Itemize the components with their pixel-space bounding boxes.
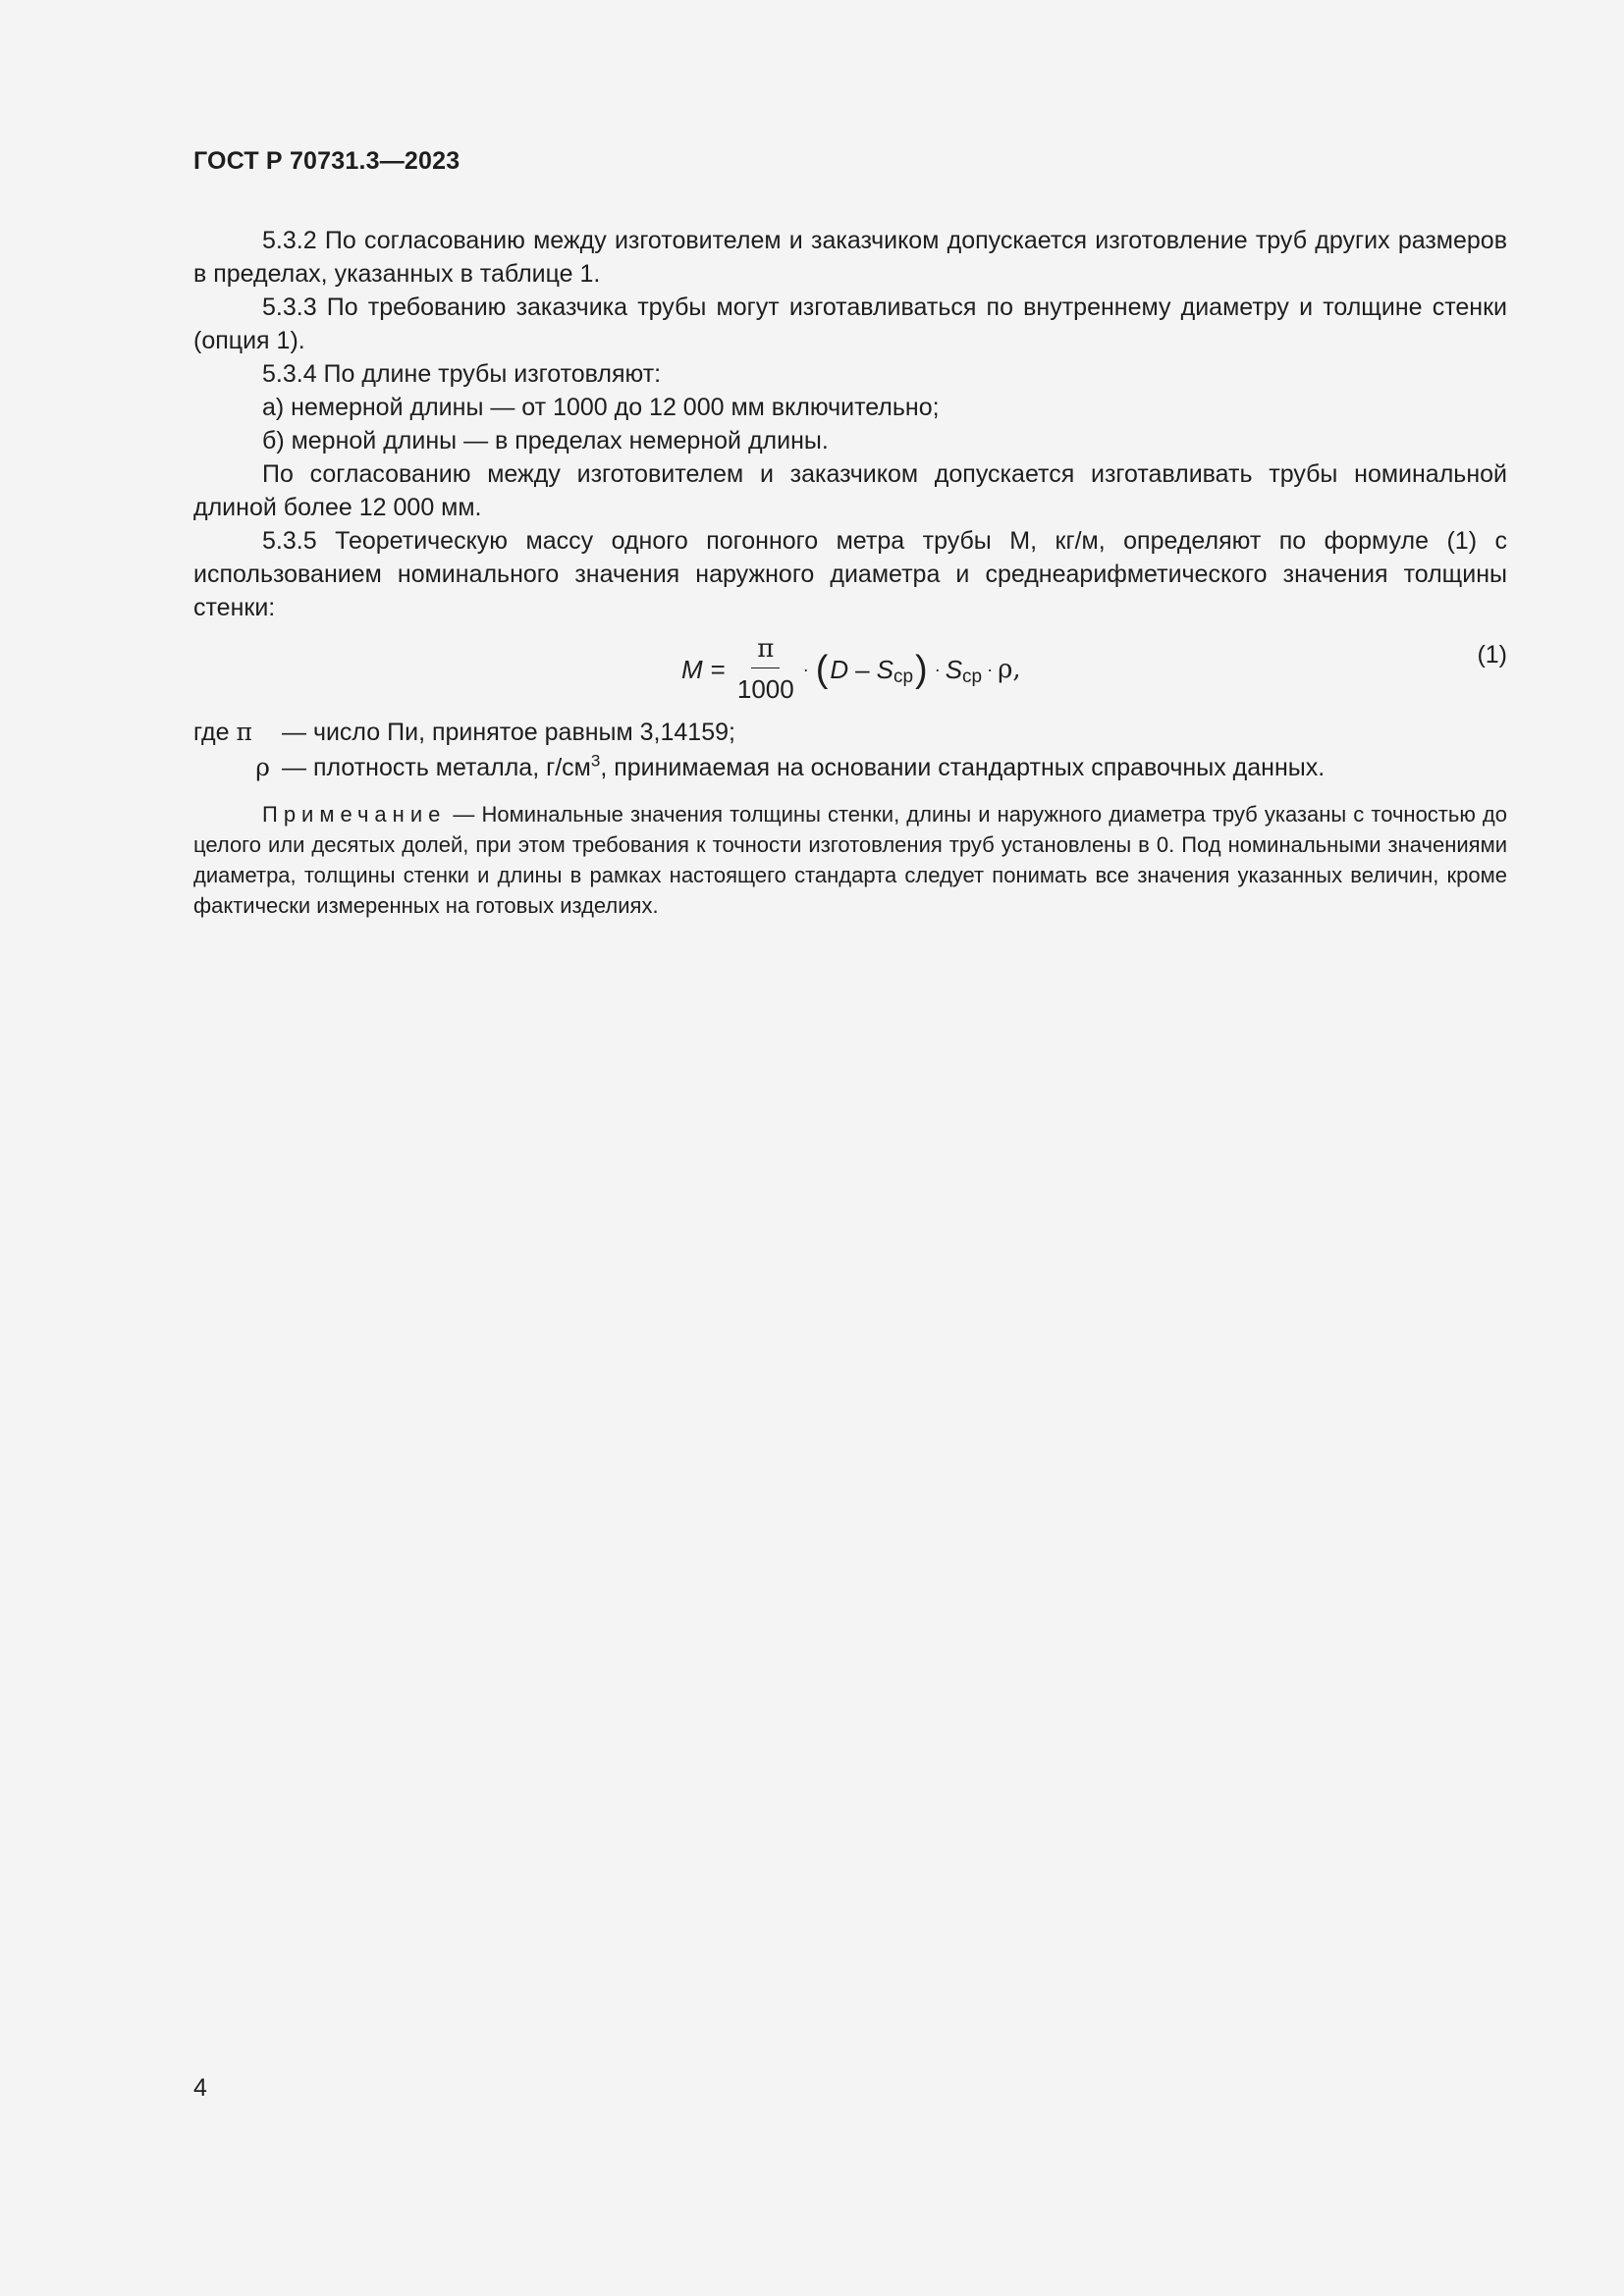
note-label: Примечание: [262, 802, 447, 827]
formula-dot: ·: [934, 659, 941, 679]
formula-dot: ·: [987, 659, 994, 679]
where-block: [193, 715, 1507, 785]
formula-rho: ρ,: [998, 654, 1021, 684]
paragraph-5-3-3: 5.3.3 По требованию заказчика трубы могут изготавливаться по внутреннему диаметру и толщине стенки (опция 1).: [193, 294, 1507, 354]
formula-minus: –: [855, 654, 870, 684]
list-item-a: а) немерной длины — от 1000 до 12 000 мм включительно;: [262, 394, 940, 421]
where-lead: где: [193, 719, 230, 746]
formula-equals: =: [710, 654, 726, 684]
formula-s-sub: ср: [893, 666, 914, 687]
formula-dot: ·: [802, 659, 809, 679]
where-desc-rho: — плотность металла, $г/см^3$, принимаемая на основании стандартных справочных данных.: [282, 751, 1326, 781]
paragraph-5-3-2: 5.3.2 По согласованию между изготовителем и заказчиком допускается изготовление труб других размеров в пределах, указанных в таблице 1.: [193, 227, 1507, 288]
where-row-pi: [193, 715, 1507, 750]
formula-close-paren: ): [915, 648, 928, 690]
formula-d: D: [830, 654, 849, 684]
formula-fraction: [737, 632, 794, 706]
list-item-b: б) мерной длины — в пределах немерной длины.: [262, 427, 829, 454]
note-paragraph: [193, 799, 1507, 921]
formula-numerator: π: [751, 632, 780, 668]
where-symbol-pi: где π: [193, 718, 252, 746]
formula-denominator: 1000: [736, 674, 794, 704]
mass-formula: [681, 632, 1021, 706]
formula-s: S: [945, 654, 963, 684]
where-row-rho: [193, 750, 1507, 785]
formula-s-sub: ср: [962, 666, 983, 687]
paragraph-5-3-4: 5.3.4 По длине трубы изготовляют:: [262, 360, 662, 388]
document-header: ГОСТ Р 70731.3—2023: [193, 147, 460, 175]
where-desc-pi: — число Пи, принятое равным 3,14159;: [282, 719, 735, 746]
where-symbol-rho: ρ: [255, 753, 270, 781]
document-body: [193, 224, 1507, 942]
formula-s: S: [876, 654, 893, 684]
paragraph-5-3-4-extra: По согласованию между изготовителем и заказчиком допускается изготавливать трубы номинальной длиной более 12 000 мм.: [193, 460, 1507, 521]
page-number: 4: [193, 2074, 207, 2102]
formula-block: [193, 626, 1507, 703]
formula-lhs: M: [681, 654, 703, 684]
note-text: — Номинальные значения толщины стенки, длины и наружного диаметра труб указаны с точностью до целого или десятых долей, при этом требования к точности изготовления труб установлены в 0. Под номинальными значениями диаметра, толщины стенки и длины в рамках настоящего стандарта следует понимать все значения указанных величин, кроме фактически измеренных на готовых изделиях.: [193, 802, 1507, 918]
formula-open-paren: (: [815, 648, 829, 690]
formula-number: (1): [1477, 641, 1507, 668]
paragraph-5-3-5: 5.3.5 Теоретическую массу одного погонного метра трубы М, кг/м, определяют по формуле (1) с использованием номинального значения наружного диаметра и среднеарифметического значения толщины стенки:: [193, 527, 1507, 621]
